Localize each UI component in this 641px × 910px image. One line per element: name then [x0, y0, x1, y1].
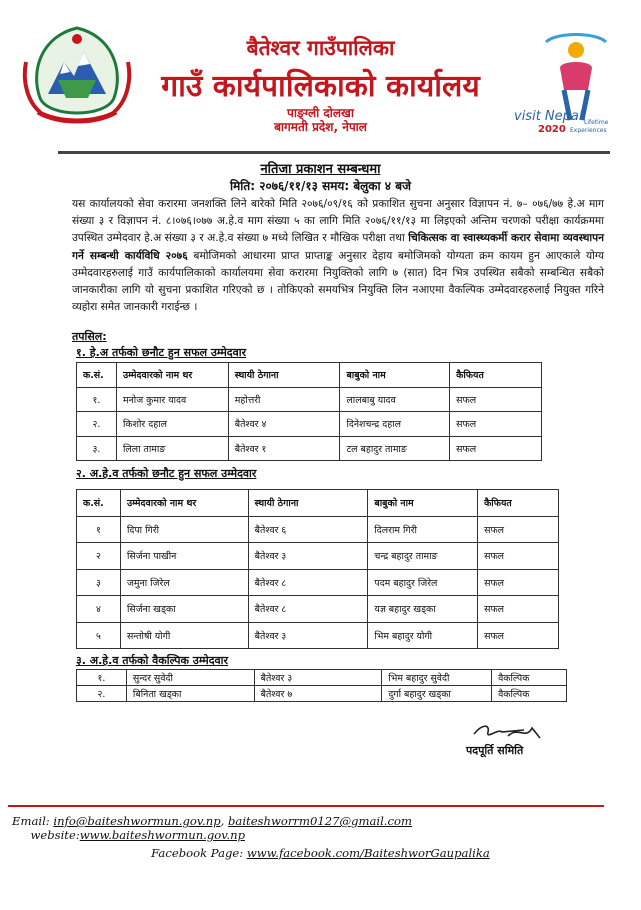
cell-name: सुन्दर सुवेदी	[126, 670, 254, 686]
cell-sn: २	[77, 543, 121, 570]
cell-name: बिनिता खड्का	[126, 686, 254, 702]
address-line-1: पाङ्ग्ली दोलखा	[287, 106, 354, 120]
cell-remarks: सफल	[478, 516, 559, 543]
cell-sn: ४	[77, 596, 121, 623]
visit-logo-tag1: Lifetime	[584, 119, 609, 126]
cell-sn: ३	[77, 569, 121, 596]
facebook-label: Facebook Page:	[151, 846, 247, 860]
table-header-row	[77, 363, 542, 388]
address-line-2: बागमती प्रदेश, नेपाल	[274, 120, 367, 134]
cell-sn: १.	[77, 387, 117, 412]
visit-logo-text: visit Nepal	[514, 109, 583, 124]
table-row	[77, 596, 559, 623]
visit-logo-year: 2020	[538, 124, 566, 135]
cell-address: बैतेश्वर ३	[248, 622, 368, 649]
cell-remarks: सफल	[450, 387, 542, 412]
cell-sn: ५	[77, 622, 121, 649]
contact-line	[12, 814, 632, 842]
table-header-row	[77, 490, 559, 517]
cell-name: सन्तोषी योगी	[120, 622, 248, 649]
table3-title: ३. अ.हे.व तर्फको वैकल्पिक उम्मेदवार	[76, 654, 229, 667]
cell-father: चन्द्र बहादुर तामाङ	[368, 543, 478, 570]
cell-sn: २.	[77, 686, 127, 702]
table3-alternate-aheb	[76, 669, 567, 702]
header-address: स्थायी ठेगाना	[248, 490, 368, 517]
table1-title: १. हे.अ तर्फको छनौट हुन सफल उम्मेदवार	[76, 346, 247, 359]
header-sn: क.सं.	[77, 490, 121, 517]
signature-scribble-icon	[468, 718, 548, 744]
office-name: गाउँ कार्यपालिकाको कार्यालय	[161, 69, 480, 104]
facebook-link[interactable]: www.facebook.com/BaiteshworGaupalika	[246, 846, 490, 860]
table-row	[77, 412, 542, 437]
cell-remarks: सफल	[450, 412, 542, 437]
cell-address: महोत्तरी	[228, 387, 340, 412]
header-divider	[58, 151, 610, 154]
email-label: Email:	[12, 814, 54, 828]
cell-address: बैतेश्वर ४	[228, 412, 340, 437]
table-row	[77, 569, 559, 596]
email-link-gmail[interactable]: baiteshworrm0127@gmail.com	[228, 814, 412, 828]
cell-father: पदम बहादुर जिरेल	[368, 569, 478, 596]
table-row	[77, 670, 567, 686]
details-label: तपसिल:	[72, 330, 107, 343]
table-row	[77, 516, 559, 543]
cell-remarks: सफल	[478, 622, 559, 649]
notice-subject: नतिजा प्रकाशन सम्बन्धमा	[260, 162, 381, 177]
header-remarks: कैफियत	[450, 363, 542, 388]
cell-name: सिर्जना पाखीन	[120, 543, 248, 570]
table-row	[77, 543, 559, 570]
cell-father: दुर्गा बहादुर खड्का	[382, 686, 492, 702]
cell-sn: ३.	[77, 436, 117, 461]
cell-father: दिलराम गिरी	[368, 516, 478, 543]
cell-address: बैतेश्वर ८	[248, 596, 368, 623]
cell-address: बैतेश्वर ७	[254, 686, 382, 702]
cell-remarks: वैकल्पिक	[492, 686, 567, 702]
cell-address: बैतेश्वर ३	[254, 670, 382, 686]
cell-name: सिर्जना खड्का	[120, 596, 248, 623]
header-sn: क.सं.	[77, 363, 117, 388]
cell-name: लिला तामाङ	[116, 436, 228, 461]
cell-remarks: सफल	[478, 569, 559, 596]
header-address: स्थायी ठेगाना	[228, 363, 340, 388]
cell-remarks: सफल	[478, 596, 559, 623]
notice-date-time: मिति: २०७६/११/१३ समय: बेलुका ४ बजे	[230, 179, 411, 193]
cell-name: मनोज कुमार यादव	[116, 387, 228, 412]
table2-title: २. अ.हे.व तर्फको छनौट हुन सफल उम्मेदवार	[76, 467, 257, 480]
notice-body	[72, 196, 604, 316]
table-row	[77, 387, 542, 412]
cell-father: यज्ञ बहादुर खड्का	[368, 596, 478, 623]
table-row	[77, 436, 542, 461]
visit-logo-tag2: Experiences	[570, 127, 607, 134]
table-row	[77, 686, 567, 702]
cell-name: जमुना जिरेल	[120, 569, 248, 596]
header-remarks: कैफियत	[478, 490, 559, 517]
body-part-1: यस कार्यालयको सेवा करारमा जनशक्ति लिने बारेको मिति २०७६/०९/१६ को प्रकाशित सुचना अनुसार विज्ञापन नं. ७– ०७६/७७ हे.अ माग संख्या ३ र विज्ञापन नं. ८।०७६।०७७ अ.हे.व माग संख्या ५ का लागि मिति २०७६/११/१३ मा लिइएको अन्तिम चरणको परीक्षा कार्यक्रममा उपस्थित उम्मेदवार हे.अ संख्या ३ र अ.हे.व संख्या ७ मध्ये लिखित र मौखिक परीक्षा तथा	[72, 198, 604, 245]
footer-divider	[8, 805, 604, 807]
header-name: उम्मेदवारको नाम थर	[116, 363, 228, 388]
table1-selected-ha	[76, 362, 542, 461]
cell-name: दिपा गिरी	[120, 516, 248, 543]
cell-sn: २.	[77, 412, 117, 437]
cell-father: लालबाबु यादव	[340, 387, 450, 412]
email-separator: ,	[220, 814, 228, 828]
website-link[interactable]: www.baiteshwormun.gov.np	[79, 828, 246, 842]
cell-father: भिम बहादुर सुवेदी	[382, 670, 492, 686]
table-row	[77, 622, 559, 649]
cell-address: बैतेश्वर ८	[248, 569, 368, 596]
cell-name: किशोर दहाल	[116, 412, 228, 437]
cell-remarks: सफल	[450, 436, 542, 461]
cell-remarks: सफल	[478, 543, 559, 570]
table2-selected-aheb	[76, 489, 559, 649]
body-part-2: बमोजिमको आधारमा प्राप्त प्राप्ताङ्क अनुसार देहाय बमोजिमको योग्यता क्रम कायम हुन आएकाले योग्य उम्मेदवारहरुलाई गाउँ कार्यपालिकाको कार्यालयमा सेवा करारमा नियुक्तिको लागि ७ (सात) दिन भित्र उपस्थित सबैको सम्बन्धित सबैको जानकारीका लागि यो सुचना प्रकाशित गरिएको छ । तोकिएको समयभित्र नियुक्ति लिन नआएमा वैकल्पिक उम्मेदवारहरुलाई नियुक्त गरिने व्यहोरा समेत जानकारी गराईन्छ ।	[72, 249, 604, 314]
visit-nepal-2020-logo	[500, 28, 622, 138]
cell-address: बैतेश्वर ६	[248, 516, 368, 543]
header-father: बाबुको नाम	[368, 490, 478, 517]
cell-sn: १	[77, 516, 121, 543]
cell-father: टल बहादुर तामाङ	[340, 436, 450, 461]
cell-remarks: वैकल्पिक	[492, 670, 567, 686]
cell-father: भिम बहादुर योगी	[368, 622, 478, 649]
cell-father: दिनेशचन्द्र दहाल	[340, 412, 450, 437]
facebook-line	[0, 846, 641, 860]
signatory-committee: पदपूर्ति समिति	[466, 744, 524, 757]
header-name: उम्मेदवारको नाम थर	[120, 490, 248, 517]
municipality-name: बैतेश्वर गाउँपालिका	[246, 36, 395, 60]
header-father: बाबुको नाम	[340, 363, 450, 388]
cell-address: बैतेश्वर ३	[248, 543, 368, 570]
email-link-info[interactable]: info@baiteshwormun.gov.np	[53, 814, 221, 828]
cell-address: बैतेश्वर १	[228, 436, 340, 461]
cell-sn: १.	[77, 670, 127, 686]
body-procedure-title: चिकित्सक वा स्वास्थ्यकर्मी करार सेवामा व्यवस्थापन गर्ने सम्बन्धी कार्यविधि २०७६	[72, 232, 604, 262]
website-label: website:	[30, 828, 80, 842]
